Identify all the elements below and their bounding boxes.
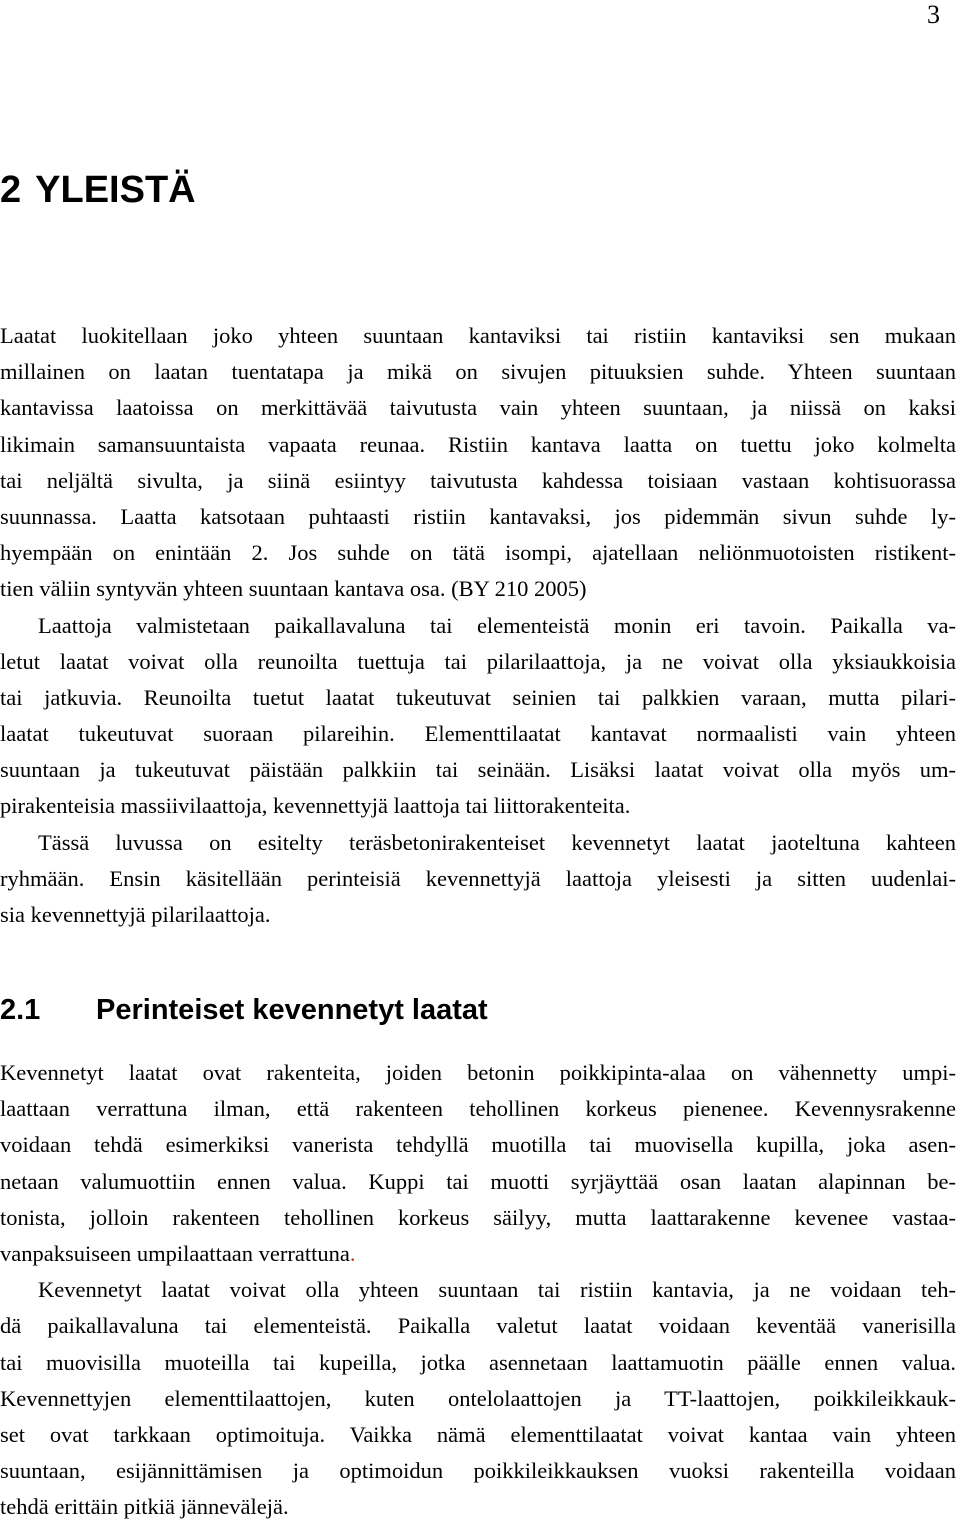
text-line: laatat tukeutuvat suoraan pilareihin. Elementtilaatat kantavat normaalisti vain yhteen <box>0 721 956 747</box>
text-line: Laattoja valmistetaan paikallavaluna tai elementeistä monin eri tavoin. Paikalla va- <box>38 612 956 638</box>
text-line: pirakenteisia massiivilaattoja, kevennettyjä laattoja tai liittorakenteita. <box>0 793 631 819</box>
text-line: suunnassa. Laatta katsotaan puhtaasti ristiin kantavaksi, jos pidemmän sivun suhde ly- <box>0 503 956 529</box>
text-line: laattaan verrattuna ilman, että rakenteen tehollinen korkeus pienenee. Kevennysrakenne <box>0 1096 956 1122</box>
text-line-content: vanpaksuiseen umpilaattaan verrattuna <box>0 1240 350 1266</box>
text-line: Kevennettyjen elementtilaattojen, kuten ontelolaattojen ja TT-laattojen, poikkileikkauk- <box>0 1385 956 1411</box>
text-line: tai jatkuvia. Reunoilta tuetut laatat tukeutuvat seinien tai palkkien varaan, mutta pilari- <box>0 684 956 710</box>
section-title <box>0 990 488 1030</box>
text-line: millainen on laatan tuentatapa ja mikä on sivujen pituuksien suhde. Yhteen suuntaan <box>0 359 956 385</box>
text-line: hyempään on enintään 2. Jos suhde on tätä isompi, ajatellaan neliönmuotoisten ristikent- <box>0 540 956 566</box>
text-line <box>0 1236 956 1272</box>
text-line: likimain samansuuntaista vapaata reunaa. Ristiin kantava laatta on tuettu joko kolmelta <box>0 431 956 457</box>
section-number: 2.1 <box>0 994 41 1026</box>
text-line: ryhmään. Ensin käsitellään perinteisiä kevennettyjä laattoja yleisesti ja sitten uudenlai- <box>0 865 956 891</box>
text-line: tehdä erittäin pitkiä jännevälejä. <box>0 1494 289 1520</box>
text-line: Tässä luvussa on esitelty teräsbetonirakenteiset kevennetyt laatat jaoteltuna kahteen <box>38 829 956 855</box>
text-line: kantavissa laatoissa on merkittävää taivutusta vain yhteen suuntaan, ja niissä on kaksi <box>0 395 956 421</box>
text-line: Kevennetyt laatat voivat olla yhteen suuntaan tai ristiin kantavia, ja ne voidaan teh- <box>38 1277 956 1303</box>
body-text-intro <box>0 318 956 933</box>
text-line: suuntaan, esijännittämisen ja optimoidun poikkileikkauksen vuoksi rakenteilla voidaan <box>0 1458 956 1484</box>
section-title-text: Perinteiset kevennetyt laatat <box>96 994 488 1026</box>
text-line: voidaan tehdä esimerkiksi vanerista tehdyllä muotilla tai muovisella kupilla, joka asen- <box>0 1132 956 1158</box>
text-line: tonista, jolloin rakenteen tehollinen korkeus säilyy, mutta laattarakenne kevenee vastaa- <box>0 1204 956 1230</box>
text-line: set ovat tarkkaan optimoituja. Vaikka nämä elementtilaatat voivat kantaa vain yhteen <box>0 1421 956 1447</box>
text-line: tai neljältä sivulta, ja siinä esiintyy taivutusta kahdessa toisiaan vastaan kohtisuorassa <box>0 467 956 493</box>
red-period: . <box>349 1240 356 1266</box>
text-line: sia kevennettyjä pilarilaattoja. <box>0 902 271 927</box>
text-line: tien väliin syntyvän yhteen suuntaan kantava osa. (BY 210 2005) <box>0 576 587 602</box>
text-line: dä paikallavaluna tai elementeistä. Paikalla valetut laatat voidaan keventää vanerisilla <box>0 1313 956 1339</box>
chapter-title-text: YLEISTÄ <box>35 169 196 211</box>
body-text-section <box>0 1055 956 1525</box>
text-line: letut laatat voivat olla reunoilta tuettuja tai pilarilaattoja, ja ne voivat olla yksiaukkoisia <box>0 648 956 674</box>
text-line: Kevennetyt laatat ovat rakenteita, joiden betonin poikkipinta-alaa on vähennetty umpi- <box>0 1060 956 1085</box>
page-number: 3 <box>927 0 940 29</box>
text-line: Laatat luokitellaan joko yhteen suuntaan kantaviksi tai ristiin kantaviksi sen mukaan <box>0 323 956 348</box>
chapter-number: 2 <box>0 169 22 211</box>
text-line: tai muovisilla muoteilla tai kupeilla, jotka asennetaan laattamuotin päälle ennen valua. <box>0 1349 956 1375</box>
text-line: suuntaan ja tukeutuvat päistään palkkiin tai seinään. Lisäksi laatat voivat olla myös um- <box>0 757 956 783</box>
text-line: netaan valumuottiin ennen valua. Kuppi tai muotti syrjäyttää osan laatan alapinnan be- <box>0 1168 956 1194</box>
chapter-title <box>0 168 196 212</box>
